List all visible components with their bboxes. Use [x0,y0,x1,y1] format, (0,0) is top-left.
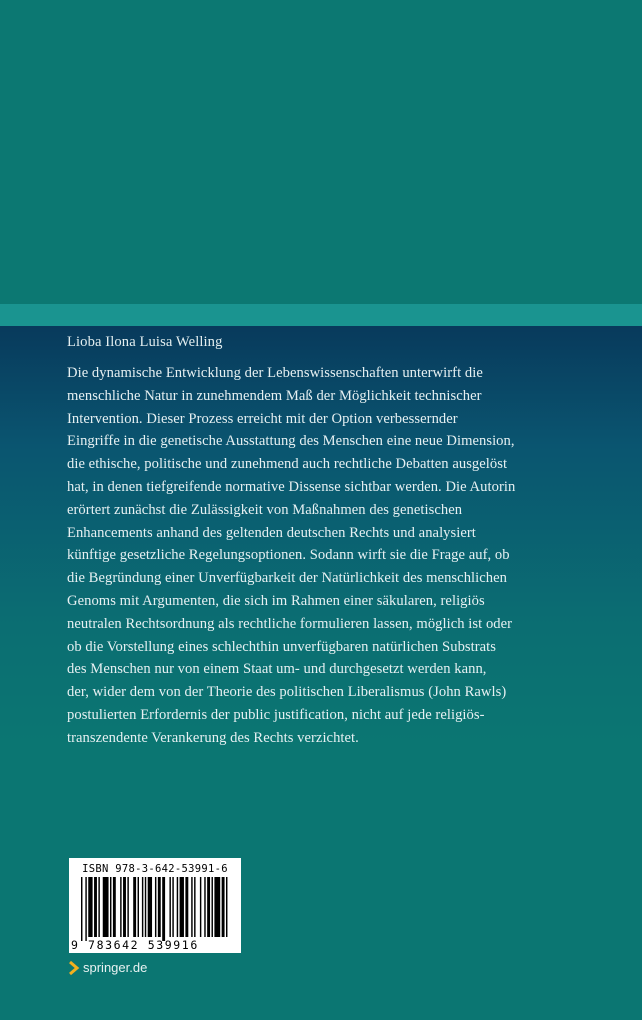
blurb-line: erörtert zunächst die Zulässigkeit von Maßnahmen des genetischen [67,501,463,518]
author-name: Lioba Ilona Luisa Welling [67,334,223,350]
blurb-line: Intervention. Dieser Prozess erreicht mit der Option verbessernder [67,410,458,427]
cover-stripe [0,304,642,326]
barcode-bar [155,877,156,937]
publisher-logo [68,960,147,975]
blurb-text [67,362,587,750]
barcode-bar [185,877,188,937]
blurb-line: der, wider dem von der Theorie des politischen Liberalismus (John Rawls) [67,684,507,701]
barcode-bar [85,877,86,941]
barcode-bar [123,877,126,937]
barcode-bar [207,877,210,937]
blurb-line: ob die Vorstellung eines schlechthin unverfügbaren natürlichen Substrats [67,638,497,655]
blurb-line: Enhancements anhand des geltenden deutschen Rechts und analysiert [67,524,476,541]
barcode-bar [226,877,227,937]
isbn-barcode [69,858,241,953]
barcode-bar [113,877,116,937]
blurb-line: Die dynamische Entwicklung der Lebenswissenschaften unterwirft die [67,365,483,381]
barcode-bar [142,877,143,937]
publisher-url: springer.de [83,960,148,975]
barcode-bar [191,877,192,937]
blurb-line: transzendente Verankerung des Rechts verzichtet. [67,729,359,746]
barcode-bar [180,877,184,937]
barcode-bar [194,877,195,937]
ean-digits: 9 783642 539916 [71,938,199,952]
blurb-line: neutralen Rechtsordnung als rechtliche formulieren lassen, möglich ist oder [67,615,513,632]
barcode-bar [133,877,136,937]
barcode-bar [120,877,121,937]
barcode-bar [127,877,128,937]
barcode-bar [94,877,97,937]
barcode-bar [158,877,161,937]
barcode-bar [98,877,99,937]
cover-top-band [0,0,642,304]
blurb-line: Eingriffe in die genetische Ausstattung des Menschen eine neue Dimension, [67,433,515,450]
blurb-line: hat, in denen tiefgreifende normative Dissense sichtbar werden. Die Autorin [67,478,516,495]
blurb-line: des Menschen nur von einem Staat um- und durchgesetzt werden kann, [67,661,487,678]
barcode-bar [88,877,92,937]
barcode-bar [200,877,201,937]
isbn-label: ISBN 978-3-642-53991-6 [82,863,228,875]
barcode-bar [177,877,178,937]
barcode-bar [103,877,109,937]
blurb-line: die Begründung einer Unverfügbarkeit der Natürlichkeit des menschlichen [67,570,507,587]
blurb-line: menschliche Natur in zunehmendem Maß der Möglichkeit technischer [67,387,482,404]
barcode-bar [110,877,111,937]
barcode-bar [204,877,205,937]
barcode-bar [172,877,173,937]
barcode-bar [222,877,225,937]
barcode-bar [169,877,170,937]
barcode-bar [148,877,152,937]
barcode-bar [214,877,220,937]
blurb-line: Genoms mit Argumenten, die sich im Rahmen einer säkularen, religiös [67,592,485,609]
barcode-bar [81,877,82,941]
barcode-bar [138,877,139,937]
blurb-line: die ethische, politische und zunehmend auch rechtliche Debatten ausgelöst [67,456,508,473]
blurb-line: künftige gesetzliche Regelungsoptionen. Sodann wirft sie die Frage auf, ob [67,547,510,564]
barcode-bar [162,877,165,941]
barcode-bar [212,877,213,937]
chevron-right-icon [68,961,80,975]
blurb-line: postulierten Erfordernis der public justification, nicht auf jede religiös- [67,706,485,723]
barcode-bar [145,877,146,937]
